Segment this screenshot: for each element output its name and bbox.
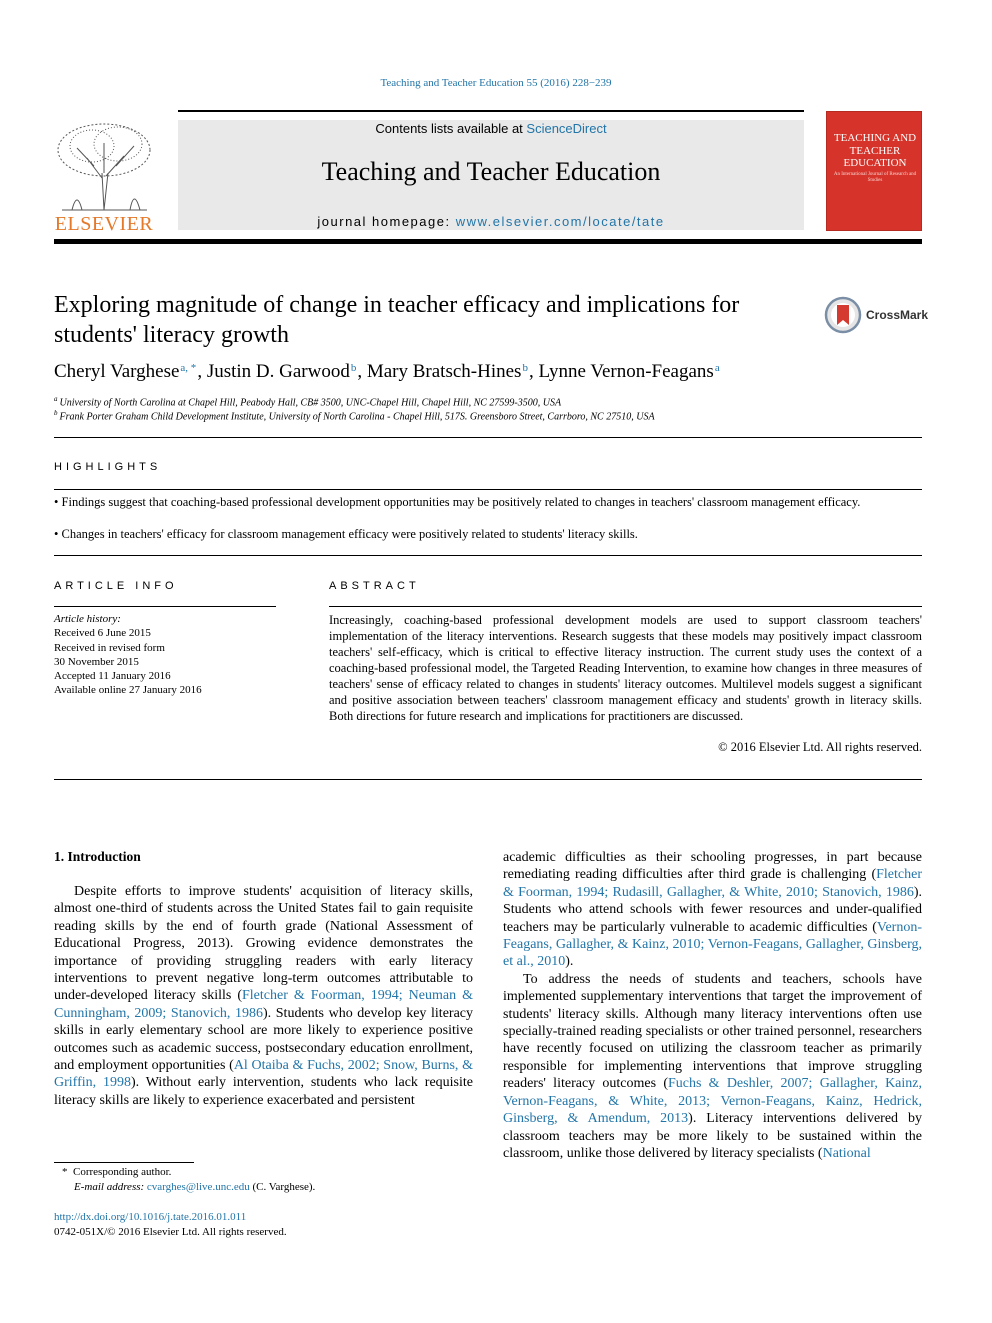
elsevier-wordmark: ELSEVIER	[54, 213, 154, 235]
abstract-text: Increasingly, coaching-based professional development models are used to support classroom teachers' implementation of the literacy interventions. Research suggests that these models may positively impact classroom teachers' self-efficacy, which is critical to effective literacy instruction. The current study uses the context of a coaching-based professional model, the Targeted Reading Intervention, to examine how changes in three measures of teachers' sense of efficacy related to changes in students' literacy outcomes. Multilevel models suggest a significant and positive association between teachers' classroom management efficacy and students' growth in literacy skills. Both directions for future research and implications for practitioners are discussed.	[329, 613, 922, 723]
body-text: To address the needs of students and teachers, schools have implemented supplementary interventions that target the improvement of students' literacy skills. Although many literacy interventions often use specially-trained reading specialists or other trained personnel, researchers have recently focused on utilizing the classroom teacher as primarily responsible for implementing interventions that improve struggling readers' literacy outcomes (	[503, 971, 922, 1092]
journal-name: Teaching and Teacher Education	[321, 157, 661, 186]
issn-line: 0742-051X/© 2016 Elsevier Ltd. All rights reserved.	[54, 1226, 287, 1238]
email-link[interactable]: cvarghes@live.unc.edu	[146, 1181, 250, 1193]
article-history	[54, 612, 276, 698]
divider	[54, 555, 922, 556]
author-name[interactable]: Mary Bratsch-Hines	[366, 361, 522, 382]
affiliation-mark: a	[54, 395, 58, 403]
body-text: ). Literacy interventions delivered by classroom teachers may be more likely to be sustained within the classroom, unlike those delivered by literacy specialists (	[503, 1111, 922, 1161]
body-left-column	[54, 883, 473, 1109]
sciencedirect-link[interactable]: ScienceDirect	[526, 121, 607, 136]
body-text: academic difficulties as their schooling progresses, in part because remediating reading difficulties after third grade is challenging (	[503, 850, 922, 883]
author-name[interactable]: Cheryl Varghese	[54, 361, 180, 382]
citation-link[interactable]: Fletcher & Foorman, 1994; Neuman & Cunningham, 2009; Stanovich, 1986	[54, 988, 473, 1021]
body-text: ).	[565, 954, 574, 970]
citation-link[interactable]: Al Otaiba & Fuchs, 2002; Snow, Burns, & Griffin, 1998	[54, 1058, 473, 1091]
cover-subtitle: An International Journal of Research and Studies	[833, 172, 917, 183]
history-line: Received 6 June 2015	[54, 627, 151, 640]
body-text: ). Students who attend schools with fewer resources and under-qualified teachers may be particularly vulnerable to academic difficulties (	[503, 884, 922, 935]
highlights-heading: HIGHLIGHTS	[54, 461, 162, 473]
corresponding-mark: *	[62, 1166, 68, 1178]
contents-prefix: Contents lists available at	[375, 121, 527, 136]
body-text: ). Without early intervention, students who lack requisite literacy skills are likely to experience exacerbated and persistent	[54, 1075, 473, 1108]
homepage-prefix: journal homepage:	[317, 214, 456, 229]
corresponding-label: Corresponding author.	[73, 1166, 172, 1178]
author-marks[interactable]: b	[522, 362, 528, 374]
body-right-column	[503, 849, 922, 1162]
author-name[interactable]: Lynne Vernon-Feagans	[538, 361, 714, 382]
highlight-text: Changes in teachers' efficacy for classroom management efficacy were positively related to students' literacy skills.	[61, 527, 638, 541]
crossmark-label: CrossMark	[866, 308, 929, 322]
doi-link[interactable]: http://dx.doi.org/10.1016/j.tate.2016.01.011	[54, 1211, 247, 1223]
abstract-rule	[329, 606, 922, 607]
affiliation-mark: b	[54, 409, 58, 417]
body-paragraph	[503, 849, 922, 971]
journal-cover-image[interactable]	[826, 111, 922, 231]
elsevier-tree-icon	[52, 118, 156, 214]
header-thick-rule	[54, 239, 922, 244]
article-info-rule	[54, 606, 276, 607]
section-heading: 1. Introduction	[54, 849, 141, 864]
abstract-copyright: © 2016 Elsevier Ltd. All rights reserved.	[718, 740, 922, 754]
history-line: Available online 27 January 2016	[54, 684, 202, 697]
footnote-rule	[54, 1162, 194, 1163]
divider	[54, 437, 922, 438]
doi-link-line	[54, 1211, 474, 1223]
history-line: Received in revised form	[54, 641, 165, 654]
cover-title: TEACHING AND TEACHER EDUCATION	[833, 132, 917, 169]
author-marks[interactable]: a, *	[180, 362, 197, 374]
email-note	[54, 1181, 474, 1193]
affiliation-text: University of North Carolina at Chapel Hill, Peabody Hall, CB# 3500, UNC-Chapel Hill, Chapel Hill, NC 27599-3500, USA	[59, 397, 562, 409]
history-label: Article history:	[54, 613, 121, 625]
body-text: Despite efforts to improve students' acquisition of literacy skills, almost one-third of students across the United States fail to gain requisite reading skills by the end of fourth grade (National Assessment of Educational Progress, 2013). Growing evidence demonstrates the importance of providing struggling readers with early literacy interventions to prevent negative long-term outcomes attributable to under-developed literacy skills (	[54, 884, 473, 1004]
journal-citation[interactable]: Teaching and Teacher Education 55 (2016) 228−239	[380, 77, 612, 89]
citation-link[interactable]: Vernon-Feagans, Gallagher, & Kainz, 2010; Vernon-Feagans, Gallagher, Ginsberg, et al., 2010	[503, 919, 922, 970]
affiliation-text: Frank Porter Graham Child Development Institute, University of North Carolina - Chapel Hill, 517S. Greensboro Street, Carrboro, NC 27510, USA	[59, 411, 655, 423]
affiliation	[54, 409, 922, 422]
history-line: 30 November 2015	[54, 655, 139, 668]
body-text: ). Students who develop key literacy skills in early elementary school are more likely to experience positive outcomes such as academic success, postsecondary education enrollment, and employment opportunities (	[54, 1005, 473, 1074]
homepage-line	[178, 214, 804, 229]
body-paragraph	[54, 883, 473, 1109]
crossmark-button[interactable]	[824, 296, 929, 334]
citation-link[interactable]: Fletcher & Foorman, 1994; Rudasill, Gallagher, & White, 2010; Stanovich, 1986	[503, 867, 922, 900]
author-name[interactable]: Justin D. Garwood	[206, 361, 350, 382]
corresponding-note	[54, 1166, 474, 1178]
homepage-link[interactable]: www.elsevier.com/locate/tate	[455, 214, 665, 229]
contents-line	[178, 121, 804, 136]
author-marks[interactable]: b	[350, 362, 357, 374]
citation-link[interactable]: National	[822, 1145, 871, 1161]
email-label: E-mail address:	[74, 1181, 145, 1193]
crossmark-icon	[824, 296, 862, 334]
header-top-rule	[178, 110, 804, 112]
history-line: Accepted 11 January 2016	[54, 670, 171, 683]
citation-link[interactable]: Fuchs & Deshler, 2007; Gallagher, Kainz, Vernon-Feagans, & White, 2013; Vernon-Feagans, Kainz, Hedrick, Ginsberg, & Amendum, 2013	[503, 1076, 922, 1127]
highlight-item: • Findings suggest that coaching-based professional development opportunities may be positively related to changes in teachers' classroom management efficacy.	[54, 495, 861, 509]
divider	[54, 779, 922, 780]
body-paragraph	[503, 971, 922, 1162]
divider	[54, 489, 922, 490]
highlight-item: • Changes in teachers' efficacy for classroom management efficacy were positively related to students' literacy skills.	[54, 527, 638, 541]
email-suffix: (C. Varghese).	[252, 1181, 316, 1193]
article-title: Exploring magnitude of change in teacher efficacy and implications for students' literacy growth	[54, 292, 740, 348]
elsevier-logo	[52, 118, 156, 236]
affiliation	[54, 395, 922, 408]
abstract-heading: ABSTRACT	[329, 580, 420, 592]
author-list: Cheryl Varghese$^{a, *}$, Justin D. Garwood$^b$, Mary Bratsch-Hines$^b$, Lynne Vernon-Feagans$^a$	[54, 361, 720, 382]
highlight-text: Findings suggest that coaching-based professional development opportunities may be positively related to changes in teachers' classroom management efficacy.	[61, 495, 861, 509]
author-marks[interactable]: a	[714, 362, 720, 374]
article-info-heading: ARTICLE INFO	[54, 580, 178, 592]
